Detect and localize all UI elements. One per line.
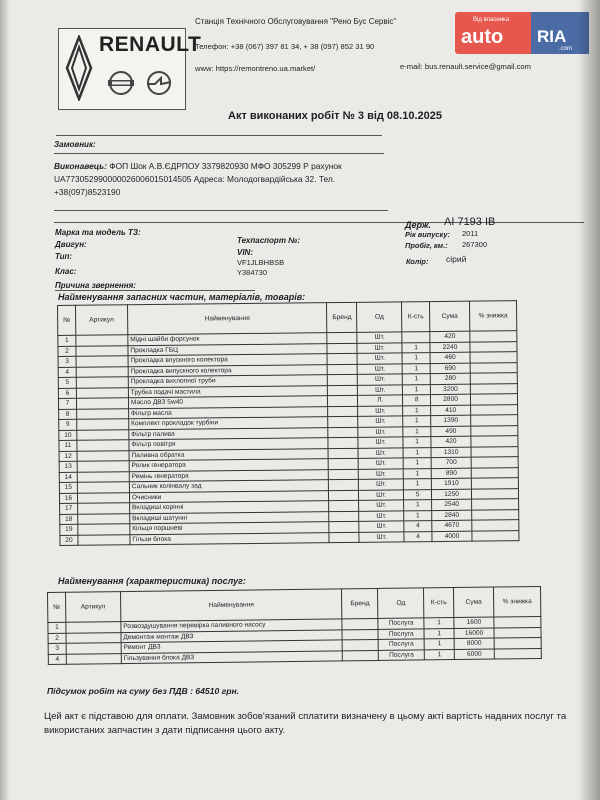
- row-qty: 1: [403, 447, 431, 458]
- watermark-auto: auto: [461, 26, 504, 48]
- row-brand: [327, 353, 357, 364]
- row-article: [76, 345, 128, 356]
- row-article: [78, 534, 130, 545]
- row-sum: 420: [431, 436, 471, 447]
- row-qty: 1: [402, 342, 430, 353]
- row-number: 4: [48, 654, 66, 665]
- row-discount: [471, 478, 518, 489]
- row-discount: [471, 404, 518, 415]
- row-discount: [470, 352, 517, 363]
- row-article: [77, 471, 129, 482]
- row-name: Демонтаж монтаж ДВЗ: [121, 629, 343, 642]
- row-number: 13: [59, 461, 77, 472]
- row-unit: Шт.: [358, 437, 403, 448]
- row-brand: [328, 448, 358, 459]
- row-name: Вкладиші шатунні: [130, 511, 330, 524]
- watermark-owner: Від власника: [473, 17, 510, 23]
- row-discount: [470, 331, 517, 342]
- nissan-logo-icon: [107, 69, 135, 97]
- row-discount: [471, 425, 518, 436]
- row-sum: 1600: [454, 617, 494, 628]
- contractor-block: [54, 160, 384, 199]
- row-sum: 1390: [431, 415, 471, 426]
- row-article: [76, 387, 128, 398]
- row-sum: 460: [430, 352, 470, 363]
- row-article: [77, 482, 129, 493]
- col-name: Найменування: [120, 589, 342, 622]
- row-article: [77, 492, 129, 503]
- class-label: Клас:: [55, 267, 77, 276]
- page-shadow-right: [578, 0, 600, 800]
- row-qty: 1: [403, 416, 431, 427]
- row-brand: [342, 629, 378, 640]
- row-brand: [328, 437, 358, 448]
- row-article: [76, 398, 128, 409]
- row-number: 1: [58, 335, 76, 346]
- row-discount: [494, 648, 541, 659]
- row-sum: 410: [431, 405, 471, 416]
- row-sum: 1910: [431, 478, 471, 489]
- row-name: Розвоздушування перевірка паливного насосу: [121, 619, 343, 632]
- row-unit: Шт.: [357, 363, 402, 374]
- row-unit: Шт.: [359, 489, 404, 500]
- row-brand: [343, 650, 379, 661]
- row-name: Ролик генератора: [129, 459, 329, 472]
- col-sum: Сума: [454, 587, 494, 617]
- row-brand: [329, 532, 359, 543]
- row-discount: [471, 467, 518, 478]
- row-name: Мідні шайби форсунок: [128, 333, 328, 346]
- row-discount: [472, 520, 519, 531]
- row-sum: 890: [431, 468, 471, 479]
- row-number: 14: [59, 472, 77, 483]
- row-qty: 1: [403, 458, 431, 469]
- row-article: [66, 632, 121, 643]
- row-unit: Шт.: [358, 416, 403, 427]
- row-brand: [328, 427, 358, 438]
- autoria-watermark-icon: [455, 12, 589, 54]
- row-unit: Л.: [358, 395, 403, 406]
- row-brand: [329, 521, 359, 532]
- row-discount: [472, 509, 519, 520]
- row-article: [77, 450, 129, 461]
- row-number: 10: [59, 430, 77, 441]
- row-name: Фільтр масла: [128, 406, 328, 419]
- row-brand: [329, 479, 359, 490]
- row-qty: [402, 332, 430, 343]
- row-discount: [470, 394, 517, 405]
- color-value: сірий: [446, 254, 467, 264]
- row-article: [77, 419, 129, 430]
- email-link[interactable]: e-mail: bus.renault.service@gmail.com: [400, 62, 531, 71]
- reason-label: Причина звернення:: [55, 281, 136, 290]
- row-unit: Шт.: [359, 531, 404, 542]
- row-sum: 8000: [454, 638, 494, 649]
- row-name: Масло ДВЗ 5w40: [128, 396, 328, 409]
- row-number: 3: [48, 643, 66, 654]
- row-brand: [342, 639, 378, 650]
- row-name: Ремонт ДВЗ: [121, 640, 343, 653]
- row-sum: 420: [430, 331, 470, 342]
- row-article: [77, 461, 129, 472]
- row-brand: [329, 469, 359, 480]
- row-discount: [470, 383, 517, 394]
- row-unit: Шт.: [358, 374, 403, 385]
- col-qty: К-сть: [402, 302, 430, 332]
- watermark-com: .com: [559, 46, 573, 52]
- col-discount: % знижка: [493, 586, 540, 617]
- row-discount: [471, 415, 518, 426]
- col-no: №: [58, 305, 76, 335]
- contractor-text: ФОП Шок А.В.ЄДРПОУ 3379820930 МФО 305299 Р рахунок UA773052990000026006015014505 Адреса: Молодогвардійська 32. Тел. +38(097)8523190: [54, 161, 342, 197]
- row-qty: 8: [403, 395, 431, 406]
- row-number: 18: [60, 514, 78, 525]
- row-name: Кільця поршневі: [130, 522, 330, 535]
- row-article: [66, 622, 121, 633]
- row-number: 15: [59, 482, 77, 493]
- row-sum: 2540: [432, 499, 472, 510]
- divider: [55, 290, 255, 291]
- row-sum: 700: [431, 457, 471, 468]
- row-brand: [328, 395, 358, 406]
- make-label: Марка та модель ТЗ:: [55, 228, 141, 237]
- col-brand: Бренд: [342, 588, 378, 618]
- footer-note: Цей акт є підставою для оплати. Замовник зобов'язаний сплатити визначену в цьому акті вартість наданих послуг та використаних запчастин з дати підписання цього акту.: [44, 711, 567, 736]
- row-unit: Послуга: [379, 649, 425, 660]
- parts-header-row: [58, 301, 517, 336]
- row-unit: Шт.: [359, 521, 404, 532]
- website-link[interactable]: www: https://remontreno.ua.market/: [195, 64, 316, 73]
- row-qty: 1: [403, 405, 431, 416]
- row-brand: [327, 332, 357, 343]
- row-qty: 1: [402, 374, 430, 385]
- type-label: Тип:: [55, 252, 73, 261]
- row-unit: Шт.: [358, 384, 403, 395]
- row-name: Вкладиші корінні: [129, 501, 329, 514]
- row-number: 9: [59, 419, 77, 430]
- year-value: 2011: [462, 229, 479, 238]
- row-brand: [342, 618, 378, 629]
- row-qty: 1: [403, 384, 431, 395]
- row-unit: Послуга: [378, 618, 424, 629]
- engine-label: Двигун:: [55, 240, 87, 249]
- brand-name: RENAULT: [99, 33, 202, 56]
- row-article: [77, 408, 129, 419]
- row-sum: 690: [430, 363, 470, 374]
- vin-value-2: Y384730: [237, 268, 268, 277]
- row-brand: [328, 458, 358, 469]
- row-qty: 4: [404, 521, 432, 532]
- col-sum: Сума: [430, 301, 470, 331]
- row-article: [76, 366, 128, 377]
- row-sum: 4000: [432, 531, 472, 542]
- row-brand: [327, 364, 357, 375]
- row-sum: 4670: [432, 520, 472, 531]
- row-brand: [327, 343, 357, 354]
- row-number: 1: [48, 622, 66, 633]
- passport-label: Техпаспорт №:: [237, 236, 300, 245]
- divider: [54, 222, 584, 223]
- row-unit: Шт.: [359, 510, 404, 521]
- row-discount: [471, 436, 518, 447]
- row-unit: Шт.: [358, 405, 403, 416]
- row-qty: 1: [403, 437, 431, 448]
- parts-heading: Найменування запасних частин, матеріалів, товарів:: [58, 292, 306, 302]
- row-number: 12: [59, 451, 77, 462]
- row-name: Комплект прокладок турбіни: [129, 417, 329, 430]
- row-qty: 1: [424, 618, 454, 629]
- row-name: Прокладка впускного колектора: [128, 354, 328, 367]
- document-title: Акт виконаних робіт № 3 від 08.10.2025: [228, 110, 442, 122]
- row-qty: 1: [402, 353, 430, 364]
- col-name: Найменування: [127, 303, 327, 335]
- row-name: Фільтр палива: [129, 427, 329, 440]
- row-sum: 3200: [430, 384, 470, 395]
- row-number: 2: [48, 633, 66, 644]
- row-brand: [329, 500, 359, 511]
- row-brand: [328, 406, 358, 417]
- row-number: 8: [59, 409, 77, 420]
- divider: [54, 210, 388, 211]
- customer-line: [54, 153, 384, 154]
- row-article: [78, 503, 130, 514]
- row-qty: 1: [403, 468, 431, 479]
- row-name: Очисники: [129, 490, 329, 503]
- row-qty: 1: [404, 479, 432, 490]
- row-sum: 1250: [432, 489, 472, 500]
- row-qty: 5: [404, 489, 432, 500]
- row-discount: [494, 627, 541, 638]
- row-name: Гільзи блока: [130, 532, 330, 545]
- phone-text: Телефон: +38 (067) 397 81 34, + 38 (097) 852 31 90: [195, 42, 375, 51]
- row-unit: Шт.: [357, 353, 402, 364]
- row-discount: [472, 530, 519, 541]
- row-article: [66, 653, 121, 664]
- total-summary: Підсумок робіт на суму без ПДВ : 64510 грн.: [47, 686, 240, 696]
- col-article: Артикул: [75, 305, 127, 336]
- row-name: Ремінь генератора: [129, 469, 329, 482]
- row-sum: 280: [430, 373, 470, 384]
- watermark-ria: RIA: [537, 27, 567, 46]
- row-number: 17: [60, 503, 78, 514]
- row-brand: [328, 416, 358, 427]
- row-article: [77, 429, 129, 440]
- row-name: Паливна обратка: [129, 448, 329, 461]
- row-unit: Шт.: [357, 332, 402, 343]
- row-discount: [471, 457, 518, 468]
- row-article: [78, 524, 130, 535]
- row-number: 16: [59, 493, 77, 504]
- row-name: Сальник колінвалу зад: [129, 480, 329, 493]
- row-number: 3: [58, 356, 76, 367]
- mileage-label: Пробіг, км.:: [405, 241, 448, 250]
- row-name: Фільтр повітря: [129, 438, 329, 451]
- row-name: Прокладка вихлопної труби: [128, 375, 328, 388]
- row-number: 2: [58, 346, 76, 357]
- page-shadow-left: [0, 0, 10, 800]
- col-unit: Од: [357, 302, 402, 332]
- row-name: Гільзування блока ДВЗ: [121, 650, 343, 663]
- row-discount: [494, 637, 541, 648]
- color-label: Колір:: [406, 257, 429, 266]
- services-table: [47, 586, 542, 665]
- divider: [56, 135, 382, 136]
- row-unit: Шт.: [358, 447, 403, 458]
- row-number: 4: [58, 367, 76, 378]
- plate-label: Держ.: [405, 220, 432, 230]
- row-discount: [471, 446, 518, 457]
- row-sum: 2840: [432, 510, 472, 521]
- row-qty: 1: [424, 649, 454, 660]
- row-qty: 1: [424, 639, 454, 650]
- row-qty: 1: [403, 426, 431, 437]
- mileage-value: 267300: [462, 240, 488, 249]
- row-qty: 4: [404, 531, 432, 542]
- row-unit: Послуга: [378, 628, 424, 639]
- row-sum: 1310: [431, 447, 471, 458]
- row-discount: [470, 362, 517, 373]
- row-article: [76, 356, 128, 367]
- customer-label: Замовник:: [54, 140, 96, 149]
- row-number: 11: [59, 440, 77, 451]
- col-discount: % знижка: [469, 301, 516, 331]
- parts-table: [57, 300, 519, 546]
- plate-value: AI 7193 IB: [444, 216, 496, 228]
- row-unit: Шт.: [358, 426, 403, 437]
- col-brand: Бренд: [327, 302, 357, 332]
- row-sum: 16000: [454, 628, 494, 639]
- row-unit: Шт.: [358, 458, 403, 469]
- col-qty: К-сть: [424, 588, 454, 618]
- row-discount: [470, 373, 517, 384]
- station-name: Станція Технічного Обслуговування "Рено Бус Сервіс": [195, 17, 397, 26]
- row-brand: [329, 490, 359, 501]
- row-number: 19: [60, 524, 78, 535]
- row-sum: 2240: [430, 342, 470, 353]
- row-article: [76, 335, 128, 346]
- services-heading: Найменування (характеристика) послуг:: [58, 576, 246, 586]
- row-name: Прокладка випускного колектора: [128, 364, 328, 377]
- row-article: [77, 440, 129, 451]
- row-article: [66, 643, 121, 654]
- row-sum: 6000: [454, 649, 494, 660]
- opel-logo-icon: [145, 69, 173, 97]
- row-unit: Шт.: [359, 500, 404, 511]
- row-discount: [494, 616, 541, 627]
- row-discount: [472, 499, 519, 510]
- row-number: 20: [60, 535, 78, 546]
- row-article: [78, 513, 130, 524]
- year-label: Рік випуску:: [405, 230, 450, 239]
- vin-label: VIN:: [237, 248, 253, 257]
- row-unit: Шт.: [359, 468, 404, 479]
- row-discount: [471, 488, 518, 499]
- row-discount: [470, 341, 517, 352]
- row-article: [76, 377, 128, 388]
- col-article: Артикул: [65, 592, 120, 623]
- row-number: 5: [58, 377, 76, 388]
- row-sum: 2800: [431, 394, 471, 405]
- logo-block: [58, 28, 202, 110]
- row-unit: Шт.: [357, 342, 402, 353]
- row-number: 7: [58, 398, 76, 409]
- row-number: 6: [58, 388, 76, 399]
- renault-logo-icon: [65, 35, 93, 101]
- vin-value: VF1JLBHBSB: [237, 258, 285, 267]
- row-qty: 1: [404, 500, 432, 511]
- contractor-label: Виконавець:: [54, 161, 107, 171]
- row-brand: [329, 511, 359, 522]
- row-unit: Шт.: [359, 479, 404, 490]
- col-unit: Од: [378, 588, 424, 619]
- row-sum: 490: [431, 426, 471, 437]
- row-name: Трубка подачі мастила: [128, 385, 328, 398]
- row-brand: [328, 385, 358, 396]
- row-unit: Послуга: [378, 639, 424, 650]
- row-qty: 1: [404, 510, 432, 521]
- row-qty: 1: [424, 628, 454, 639]
- row-brand: [328, 374, 358, 385]
- col-no: №: [48, 592, 66, 622]
- row-qty: 1: [402, 363, 430, 374]
- row-name: Прокладка ГБЦ: [128, 343, 328, 356]
